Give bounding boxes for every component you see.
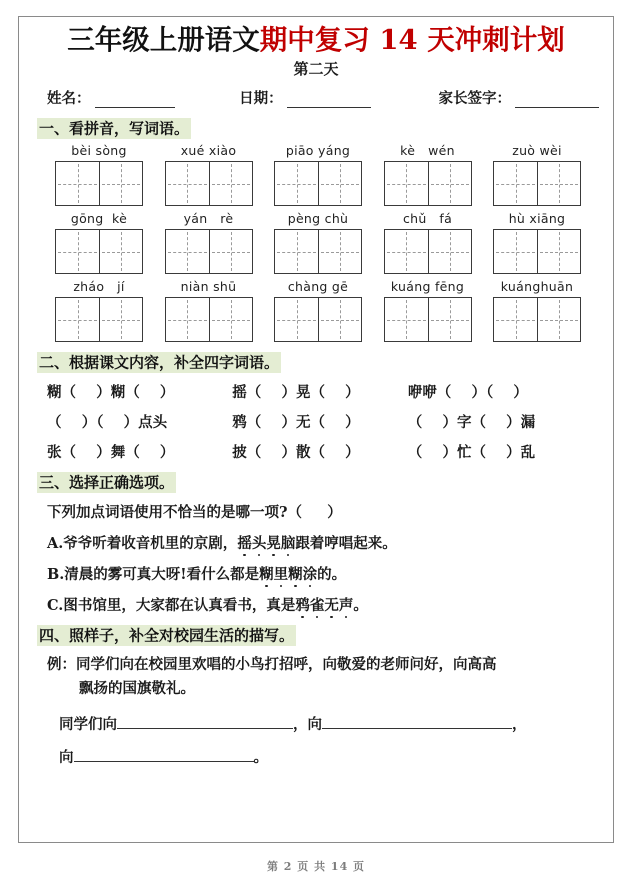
pinyin-cell xyxy=(47,279,151,342)
tianzige-box[interactable] xyxy=(166,298,209,341)
writing-blank-3[interactable] xyxy=(74,746,254,762)
option-a-prefix: A.爷爷听着收音机里的京剧， xyxy=(47,535,238,552)
example-line-2: 飘扬的国旗敬礼。 xyxy=(79,680,195,697)
option-b-emphasis: 糊里糊涂 xyxy=(259,563,317,584)
section-3-heading xyxy=(29,471,603,492)
tianzige-box[interactable] xyxy=(166,162,209,205)
name-input-blank[interactable] xyxy=(95,93,175,108)
tianzige-box[interactable] xyxy=(494,230,537,273)
option-b-suffix: 的。 xyxy=(317,566,347,583)
tianzige-box[interactable] xyxy=(275,298,318,341)
writing-prefix-3: 向 xyxy=(59,749,74,766)
name-label: 姓名： xyxy=(47,90,91,107)
tianzige-box[interactable] xyxy=(318,298,361,341)
pinyin-cell xyxy=(376,211,480,274)
signature-field-group xyxy=(439,87,600,108)
option-b[interactable] xyxy=(29,563,603,584)
option-c-emphasis: 鸦雀无声 xyxy=(295,594,353,615)
tianzige-box[interactable] xyxy=(318,230,361,273)
idiom-blank-item[interactable]: 鸦（ ）无（ ） xyxy=(232,414,360,431)
idiom-blank-item[interactable]: （ ）（ ）点头 xyxy=(47,414,168,431)
option-b-prefix: B.清晨的雾可真大呀!看什么都是 xyxy=(47,566,260,583)
pinyin-text: niàn shū xyxy=(180,279,237,294)
writing-comma-2: ， xyxy=(512,716,527,733)
pinyin-cell xyxy=(485,279,589,342)
student-info-row xyxy=(29,87,603,108)
tianzige-box[interactable] xyxy=(428,298,471,341)
tianzige-pair[interactable] xyxy=(55,229,143,274)
section-1-heading-text: 一、看拼音，写词语。 xyxy=(39,119,190,137)
tianzige-box[interactable] xyxy=(318,162,361,205)
example-line-1: 例：同学们向在校园里欢唱的小鸟打招呼，向敬爱的老师问好，向高高 xyxy=(47,656,497,673)
pinyin-text: pèng chù xyxy=(287,211,349,226)
tianzige-pair[interactable] xyxy=(384,297,472,342)
idiom-row xyxy=(29,411,603,432)
pinyin-row-1 xyxy=(29,143,603,206)
date-field-group xyxy=(239,87,371,108)
tianzige-pair[interactable] xyxy=(274,229,362,274)
title-black-part: 三年级上册语文 xyxy=(67,24,260,56)
pinyin-cell xyxy=(266,211,370,274)
tianzige-box[interactable] xyxy=(385,162,428,205)
tianzige-box[interactable] xyxy=(56,162,99,205)
tianzige-box[interactable] xyxy=(56,298,99,341)
signature-label: 家长签字： xyxy=(438,90,511,107)
pinyin-text: chàng gē xyxy=(287,279,349,294)
tianzige-box[interactable] xyxy=(275,230,318,273)
page-title xyxy=(29,21,603,59)
pinyin-cell xyxy=(485,143,589,206)
tianzige-box[interactable] xyxy=(385,230,428,273)
pinyin-cell xyxy=(157,143,261,206)
idiom-blank-item[interactable]: （ ）忙（ ）乱 xyxy=(407,444,536,461)
tianzige-box[interactable] xyxy=(166,230,209,273)
idiom-blank-item[interactable]: 张（ ）舞（ ） xyxy=(47,444,175,461)
writing-prefix-2: 向 xyxy=(307,716,322,733)
example-sentence xyxy=(29,653,603,701)
pinyin-text: kuánghuān xyxy=(500,279,574,294)
idiom-blank-item[interactable]: （ ）字（ ）漏 xyxy=(407,414,536,431)
tianzige-box[interactable] xyxy=(385,298,428,341)
writing-blank-1[interactable] xyxy=(117,713,293,729)
option-c-suffix: 。 xyxy=(353,597,368,614)
pinyin-cell xyxy=(376,143,480,206)
tianzige-pair[interactable] xyxy=(165,161,253,206)
page-footer: 第 2 页 共 14 页 xyxy=(266,860,366,873)
writing-comma-1: ， xyxy=(293,716,308,733)
tianzige-box[interactable] xyxy=(428,230,471,273)
pinyin-text: hù xiāng xyxy=(508,211,566,226)
section-3-heading-text: 三、选择正确选项。 xyxy=(39,473,175,491)
date-label: 日期： xyxy=(239,90,283,107)
pinyin-text: zháo jí xyxy=(73,279,125,294)
section-4-heading xyxy=(29,624,603,645)
tianzige-box[interactable] xyxy=(209,230,252,273)
tianzige-box[interactable] xyxy=(209,298,252,341)
tianzige-pair[interactable] xyxy=(55,297,143,342)
tianzige-box[interactable] xyxy=(99,162,142,205)
idiom-blank-item[interactable]: 摇（ ）晃（ ） xyxy=(232,384,360,401)
tianzige-box[interactable] xyxy=(494,298,537,341)
pinyin-cell xyxy=(47,211,151,274)
tianzige-pair[interactable] xyxy=(493,161,581,206)
section-4-heading-text: 四、照样子，补全对校园生活的描写。 xyxy=(39,626,295,644)
option-a[interactable] xyxy=(29,532,603,553)
date-input-blank[interactable] xyxy=(287,93,371,108)
pinyin-cell xyxy=(266,279,370,342)
tianzige-pair[interactable] xyxy=(274,297,362,342)
pinyin-text: piāo yáng xyxy=(285,143,351,158)
writing-prefix-1: 同学们向 xyxy=(59,716,117,733)
signature-input-blank[interactable] xyxy=(515,93,599,108)
pinyin-row-2 xyxy=(29,211,603,274)
pinyin-cell xyxy=(485,211,589,274)
tianzige-pair[interactable] xyxy=(493,297,581,342)
idiom-blank-item[interactable]: 咿咿（ ）（ ） xyxy=(407,384,528,401)
page-subtitle: 第二天 xyxy=(293,60,339,78)
pinyin-text: yán rè xyxy=(183,211,234,226)
pinyin-text: bèi sòng xyxy=(71,143,127,158)
option-a-emphasis: 摇头晃脑 xyxy=(237,532,295,553)
tianzige-box[interactable] xyxy=(537,162,580,205)
pinyin-cell xyxy=(157,279,261,342)
tianzige-pair[interactable] xyxy=(384,229,472,274)
tianzige-box[interactable] xyxy=(99,298,142,341)
tianzige-pair[interactable] xyxy=(493,229,581,274)
name-field-group xyxy=(47,87,175,108)
tianzige-box[interactable] xyxy=(428,162,471,205)
idiom-row xyxy=(29,441,603,462)
question-stem[interactable]: 下列加点词语使用不恰当的是哪一项?（ ） xyxy=(47,504,342,521)
option-c-prefix: C.图书馆里，大家都在认真看书，真是 xyxy=(47,597,296,614)
pinyin-text: xué xiào xyxy=(180,143,237,158)
tianzige-box[interactable] xyxy=(275,162,318,205)
tianzige-pair[interactable] xyxy=(274,161,362,206)
section-1-heading xyxy=(29,117,603,138)
writing-blank-2[interactable] xyxy=(322,713,512,729)
section-2-heading xyxy=(29,351,603,372)
writing-line-2 xyxy=(29,746,603,767)
pinyin-text: gōng kè xyxy=(70,211,128,226)
tianzige-box[interactable] xyxy=(209,162,252,205)
tianzige-pair[interactable] xyxy=(55,161,143,206)
pinyin-text: kè wén xyxy=(400,143,455,158)
worksheet-frame xyxy=(18,16,614,843)
pinyin-text: chǔ fá xyxy=(402,211,453,226)
option-c[interactable] xyxy=(29,594,603,615)
pinyin-row-3 xyxy=(29,279,603,342)
pinyin-text: zuò wèi xyxy=(512,143,562,158)
title-red-part: 期中复习 14 天冲刺计划 xyxy=(259,24,565,56)
idiom-blank-item[interactable]: 糊（ ）糊（ ） xyxy=(47,384,175,401)
section-2-heading-text: 二、根据课文内容，补全四字词语。 xyxy=(39,353,280,371)
idiom-blank-item[interactable]: 披（ ）散（ ） xyxy=(232,444,360,461)
tianzige-box[interactable] xyxy=(537,230,580,273)
pinyin-cell xyxy=(157,211,261,274)
worksheet-content xyxy=(19,17,613,842)
writing-line-1 xyxy=(29,713,603,734)
option-a-suffix: 跟着哼唱起来。 xyxy=(295,535,397,552)
tianzige-box[interactable] xyxy=(537,298,580,341)
tianzige-box[interactable] xyxy=(56,230,99,273)
pinyin-cell xyxy=(47,143,151,206)
pinyin-cell xyxy=(376,279,480,342)
pinyin-cell xyxy=(266,143,370,206)
tianzige-pair[interactable] xyxy=(165,297,253,342)
tianzige-box[interactable] xyxy=(494,162,537,205)
tianzige-pair[interactable] xyxy=(165,229,253,274)
tianzige-box[interactable] xyxy=(99,230,142,273)
writing-period: 。 xyxy=(253,749,268,766)
pinyin-text: kuáng fēng xyxy=(390,279,465,294)
idiom-row xyxy=(29,381,603,402)
tianzige-pair[interactable] xyxy=(384,161,472,206)
